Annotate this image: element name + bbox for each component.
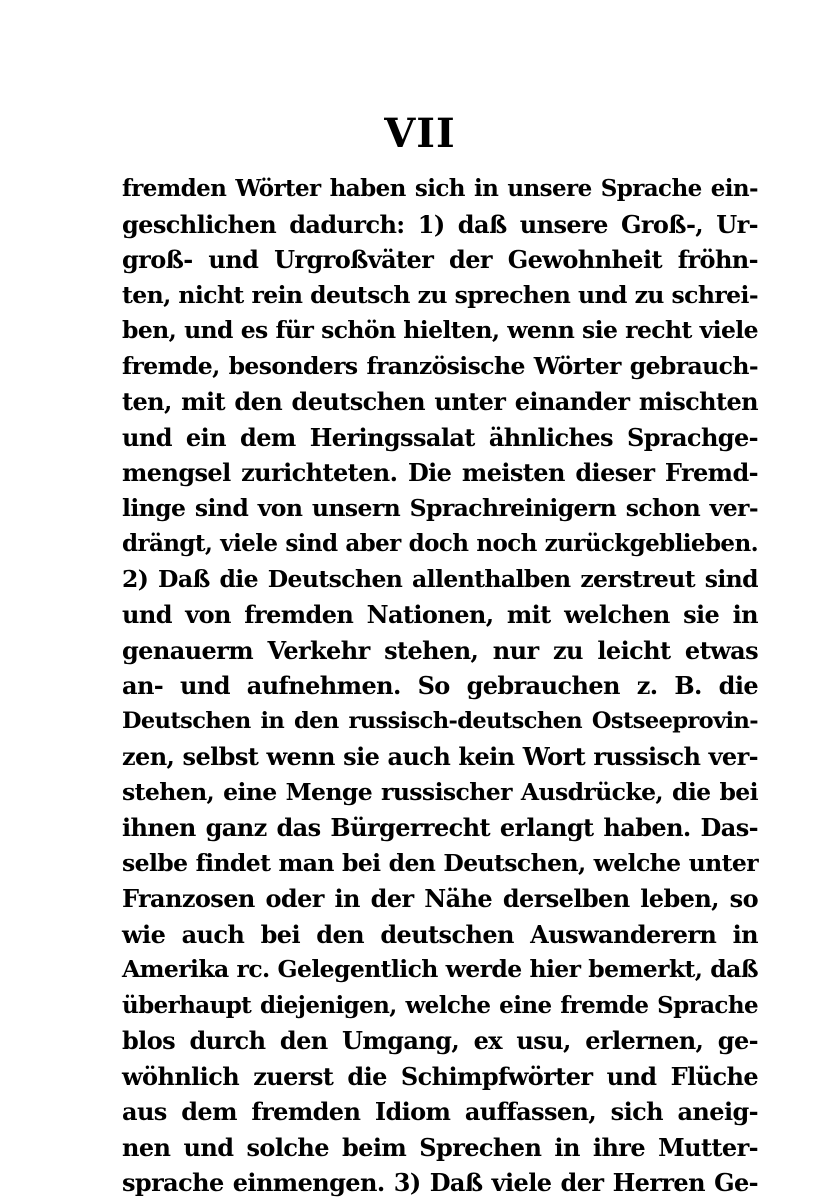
text-line: stehen, eine Menge russischer Ausdrücke, die bei	[122, 777, 758, 806]
text-line: an- und aufnehmen. So gebrauchen z. B. die	[122, 671, 758, 700]
text-line: Franzosen oder in der Nähe derselben leben, so	[122, 884, 758, 913]
text-line: überhaupt diejenigen, welche eine fremde Sprache	[122, 991, 758, 1019]
text-line: drängt, viele sind aber doch noch zurückgeblieben.	[122, 530, 758, 557]
text-line: Deutschen in den russisch-deutschen Ostseeprovin-	[122, 707, 758, 734]
text-line: 2) Daß die Deutschen allenthalben zerstreut sind	[122, 564, 758, 593]
text-line: ten, mit den deutschen unter einander mischten	[122, 387, 758, 416]
text-line: ben, und es für schön hielten, wenn sie recht viele	[122, 316, 758, 344]
text-line: selbe findet man bei den Deutschen, welche unter	[122, 848, 758, 877]
text-line: mengsel zurichteten. Die meisten dieser Fremd-	[122, 458, 758, 487]
page-number: VII	[384, 110, 456, 157]
text-line: geschlichen dadurch: 1) daß unsere Groß-, Ur-	[122, 209, 758, 239]
text-line: Amerika rc. Gelegentlich werde hier bemerkt, daß	[122, 955, 758, 983]
body-text	[122, 171, 758, 1201]
text-line: aus dem fremden Idiom auffassen, sich aneig-	[122, 1097, 758, 1126]
text-line: linge sind von unsern Sprachreinigern schon ver-	[122, 493, 758, 522]
text-line: und ein dem Heringssalat ähnliches Sprachge-	[122, 422, 758, 452]
text-line: wie auch bei den deutschen Auswanderern in	[122, 919, 758, 949]
text-line: groß- und Urgroßväter der Gewohnheit fröhn-	[122, 245, 758, 274]
text-line: wöhnlich zuerst die Schimpfwörter und Flüche	[122, 1061, 758, 1091]
text-line: nen und solche beim Sprechen in ihre Mutter-	[122, 1132, 758, 1162]
text-line: genauerm Verkehr stehen, nur zu leicht etwas	[122, 635, 758, 665]
text-line: ihnen ganz das Bürgerrecht erlangt haben. Das-	[122, 813, 758, 842]
text-line: fremde, besonders französische Wörter gebrauch-	[122, 351, 758, 380]
text-line: blos durch den Umgang, ex usu, erlernen, ge-	[122, 1026, 758, 1055]
text-line: fremden Wörter haben sich in unsere Sprache ein-	[122, 175, 758, 202]
text-line: ten, nicht rein deutsch zu sprechen und zu schrei-	[122, 280, 758, 309]
text-line: sprache einmengen. 3) Daß viele der Herren Ge-	[122, 1168, 758, 1197]
text-line: und von fremden Nationen, mit welchen sie in	[122, 600, 758, 629]
text-line: zen, selbst wenn sie auch kein Wort russisch ver-	[122, 742, 758, 771]
